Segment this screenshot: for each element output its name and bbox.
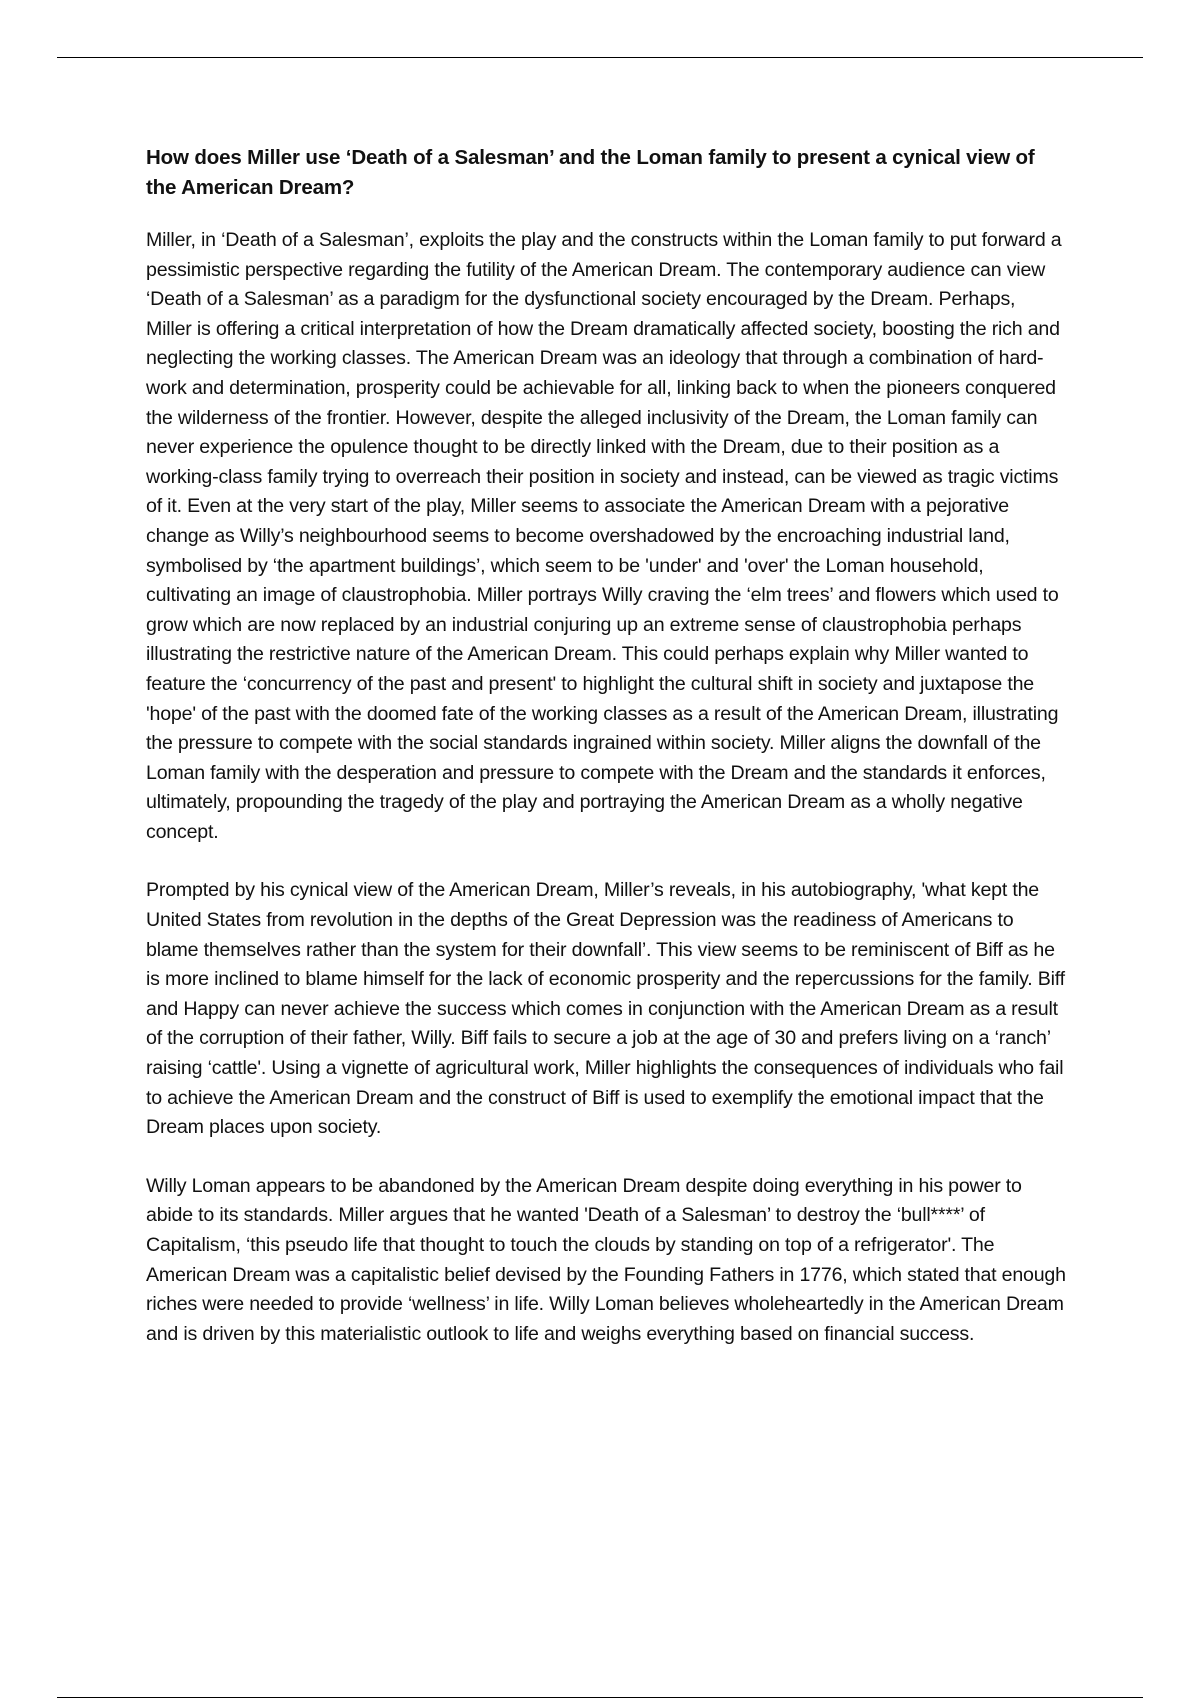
header-rule	[57, 57, 1143, 58]
paragraph-3: Willy Loman appears to be abandoned by the American Dream despite doing everything in his power to abide to its standards. Miller argues that he wanted 'Death of a Salesman’ to destroy the ‘bull****’ of Capitalism, ‘this pseudo life that thought to touch the clouds by standing on top of a refrigerator'. The American Dream was a capitalistic belief devised by the Founding Fathers in 1776, which stated that enough riches were needed to provide ‘wellness’ in life. Willy Loman believes wholeheartedly in the American Dream and is driven by this materialistic outlook to life and weighs everything based on financial success.	[146, 1174, 1066, 1345]
paragraph-2: Prompted by his cynical view of the American Dream, Miller’s reveals, in his autobiography, 'what kept the United States from revolution in the depths of the Great Depression was the readiness of Americans to blame themselves rather than the system for their downfall’. This view seems to be reminiscent of Biff as he is more inclined to blame himself for the lack of economic prosperity and the repercussions for the family. Biff and Happy can never achieve the success which comes in conjunction with the American Dream as a result of the corruption of their father, Willy. Biff fails to secure a job at the age of 30 and prefers living on a ‘ranch’ raising ‘cattle'. Using a vignette of agricultural work, Miller highlights the consequences of individuals who fail to achieve the American Dream and the construct of Biff is used to exemplify the emotional impact that the Dream places upon society.	[146, 879, 1065, 1139]
essay-title: How does Miller use ‘Death of a Salesman’ and the Loman family to present a cynical view of the American Dream?	[146, 146, 1035, 199]
paragraph-1: Miller, in ‘Death of a Salesman’, exploits the play and the constructs within the Loman family to put forward a pessimistic perspective regarding the futility of the American Dream. The contemporary audience can view ‘Death of a Salesman’ as a paradigm for the dysfunctional society encouraged by the Dream. Perhaps, Miller is offering a critical interpretation of how the Dream dramatically affected society, boosting the rich and neglecting the working classes. The American Dream was an ideology that through a combination of hard-work and determination, prosperity could be achievable for all, linking back to when the pioneers conquered the wilderness of the frontier. However, despite the alleged inclusivity of the Dream, the Loman family can never experience the opulence thought to be directly linked with the Dream, due to their position as a working-class family trying to overreach their position in society and instead, can be viewed as tragic victims of it. Even at the very start of the play, Miller seems to associate the American Dream with a pejorative change as Willy’s neighbourhood seems to become overshadowed by the encroaching industrial land, symbolised by ‘the apartment buildings’, which seem to be 'under' and 'over' the Loman household, cultivating an image of claustrophobia. Miller portrays Willy craving the ‘elm trees’ and flowers which used to grow which are now replaced by an industrial conjuring up an extreme sense of claustrophobia perhaps illustrating the restrictive nature of the American Dream. This could perhaps explain why Miller wanted to feature the ‘concurrency of the past and present' to highlight the cultural shift in society and juxtapose the 'hope' of the past with the doomed fate of the working classes as a result of the American Dream, illustrating the pressure to compete with the social standards ingrained within society. Miller aligns the downfall of the Loman family with the desperation and pressure to compete with the Dream and the standards it enforces, ultimately, propounding the tragedy of the play and portraying the American Dream as a wholly negative concept.	[146, 229, 1062, 843]
footer-rule	[57, 1697, 1143, 1698]
document-body	[146, 143, 1066, 1378]
